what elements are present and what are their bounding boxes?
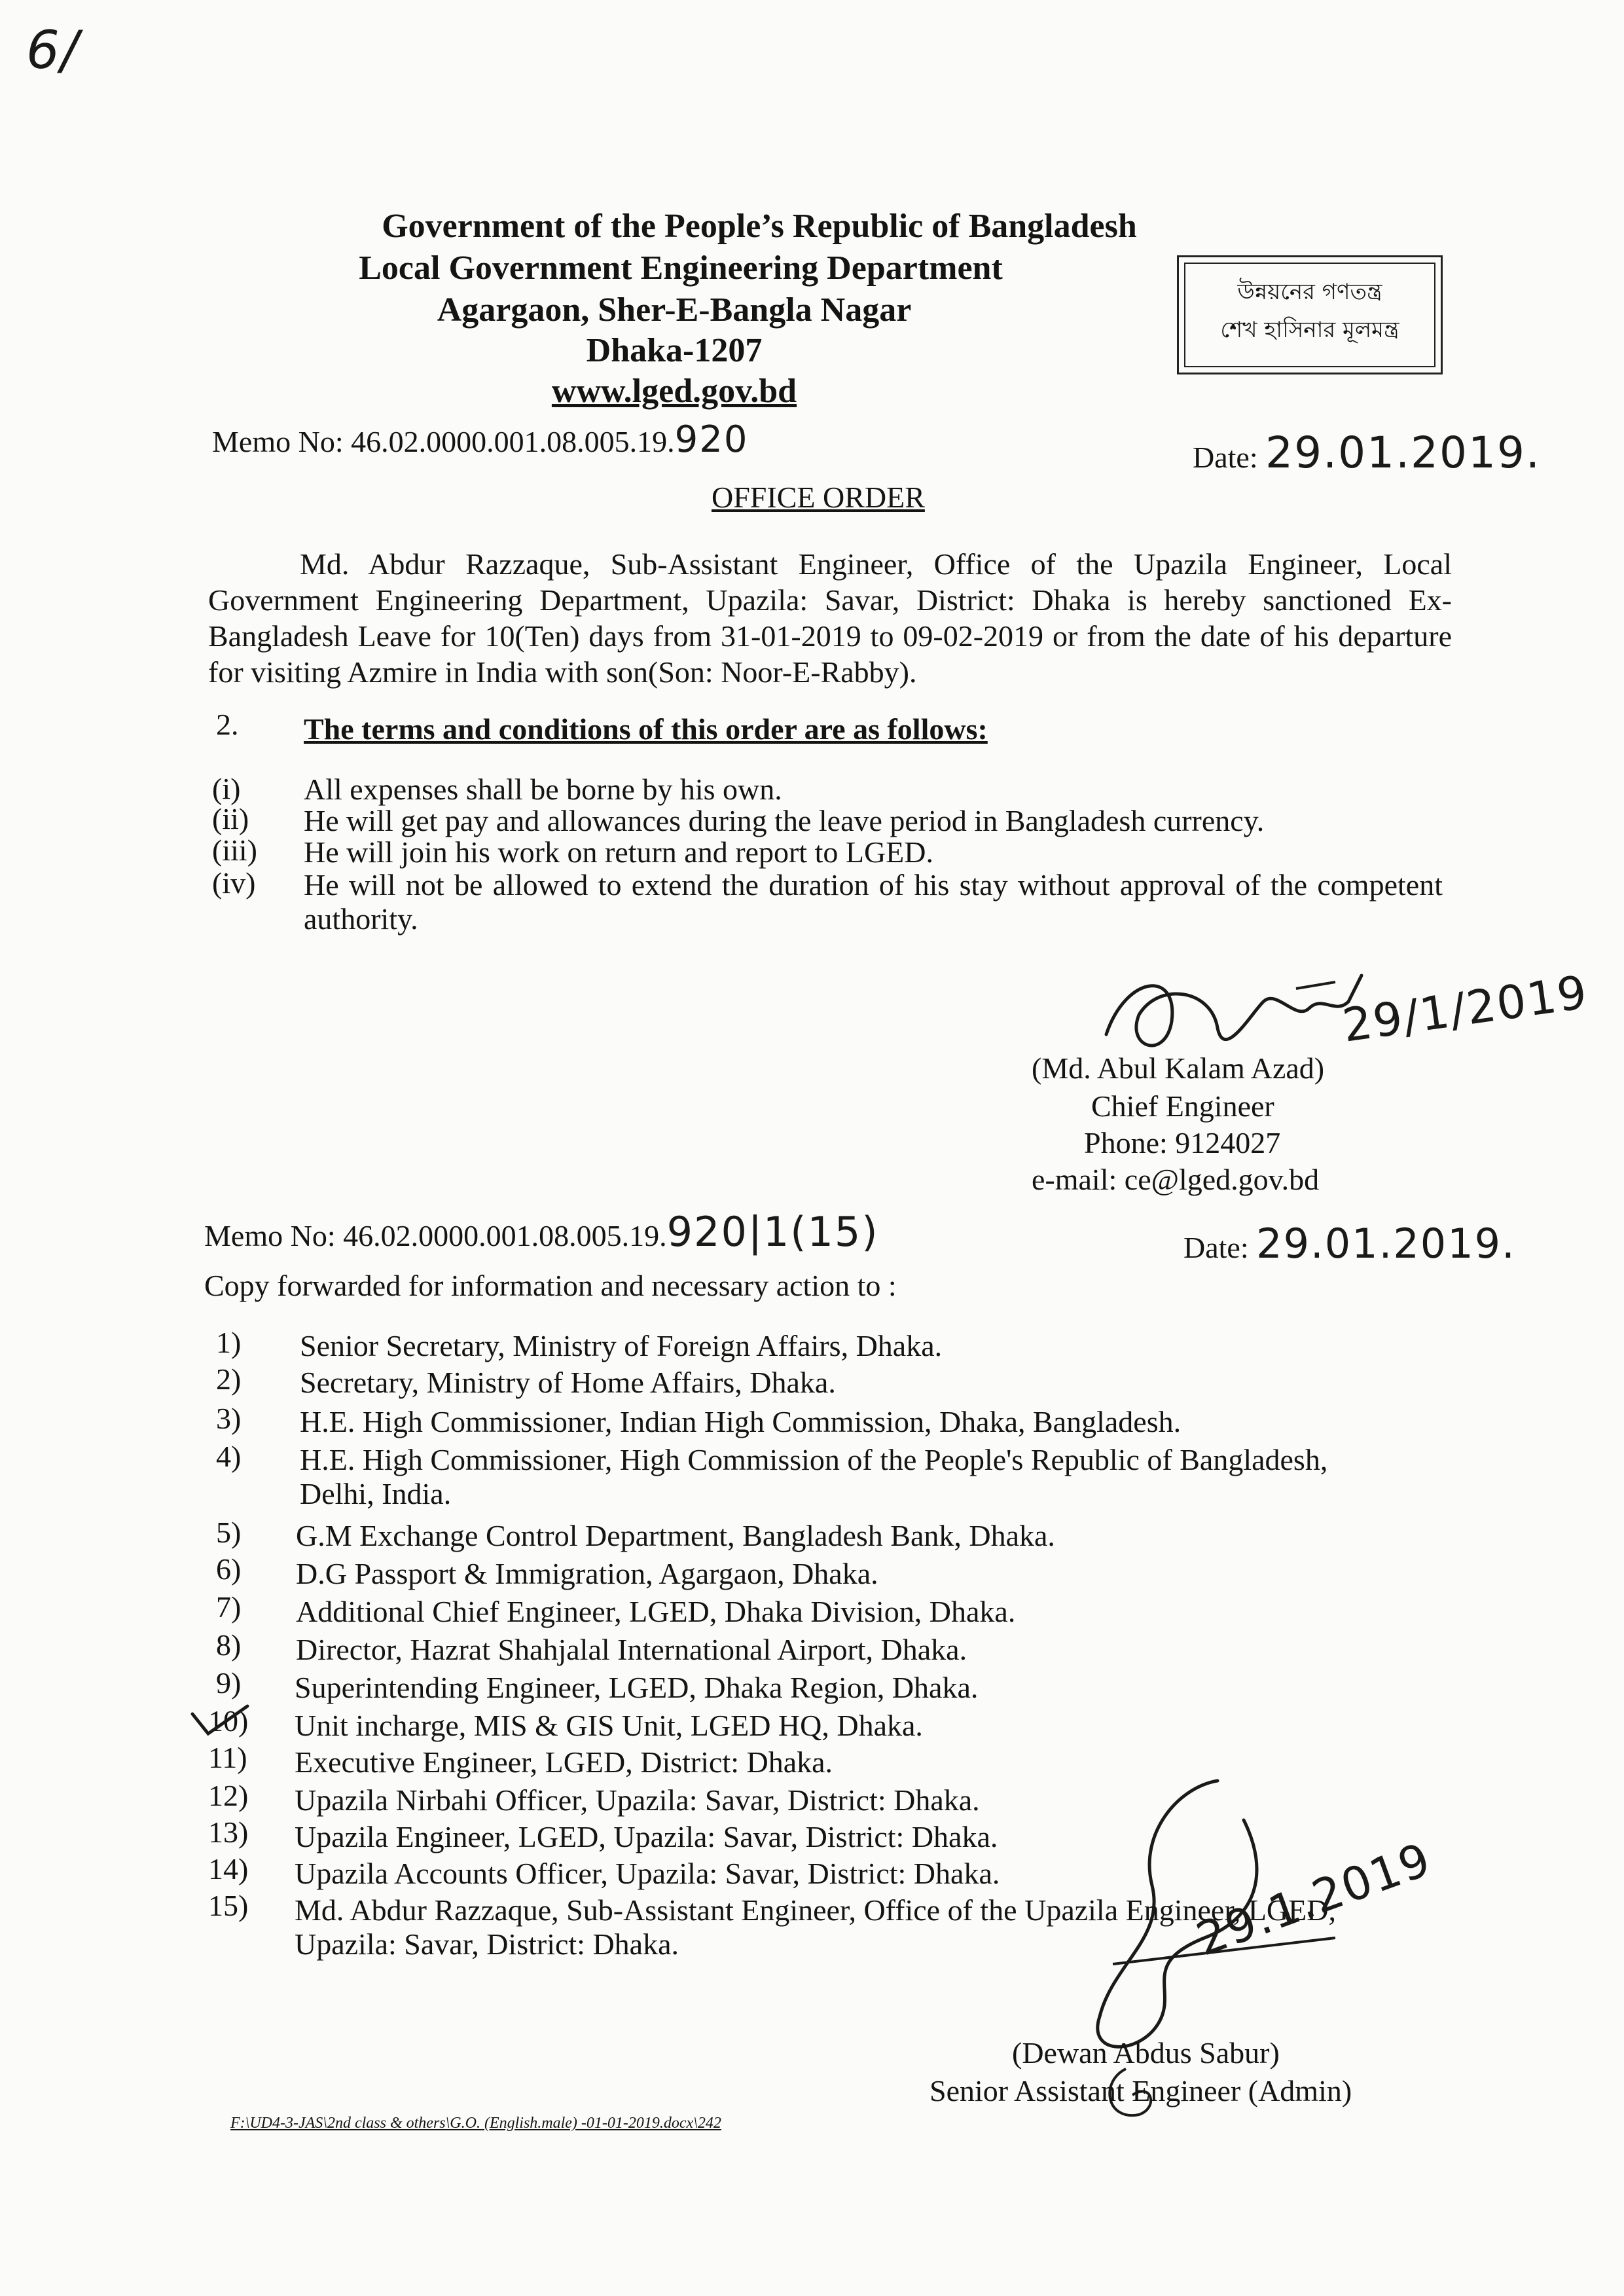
- recipient-text-line-2: Upazila: Savar, District: Dhaka.: [295, 1927, 679, 1961]
- slogan-line-2: শেখ হাসিনার মূলমন্ত্র: [1220, 317, 1399, 343]
- header-address: Agargaon, Sher-E-Bangla Nagar: [437, 291, 912, 329]
- recipient-number: 6): [216, 1552, 242, 1586]
- recipient-number: 4): [216, 1440, 242, 1473]
- term-text: He will not be allowed to extend the duration of his stay without approval of the competent authority.: [304, 868, 1443, 936]
- recipient-number: 3): [216, 1402, 242, 1435]
- signatory-1-designation: Chief Engineer: [1091, 1089, 1274, 1123]
- section-number: 2.: [216, 708, 239, 741]
- copy-memo-handwritten: 920|1(15): [666, 1208, 879, 1256]
- recipient-text: G.M Exchange Control Department, Bangladesh Bank, Dhaka.: [296, 1519, 1055, 1552]
- corner-mark: 6/: [26, 20, 80, 81]
- recipient-number: 11): [208, 1741, 247, 1774]
- recipient-number: 2): [216, 1362, 242, 1396]
- recipient-number: 1): [216, 1326, 242, 1359]
- recipient-number: 8): [216, 1628, 242, 1662]
- recipient-text-line-2: Delhi, India.: [300, 1477, 452, 1510]
- slogan-line-1: উন্নয়নের গণতন্ত্র: [1237, 279, 1382, 305]
- recipient-text: H.E. High Commissioner, Indian High Commission, Dhaka, Bangladesh.: [300, 1405, 1182, 1438]
- copy-date-label: Date:: [1183, 1231, 1249, 1264]
- recipient-text: Director, Hazrat Shahjalal International Airport, Dhaka.: [296, 1633, 967, 1666]
- signature-2-date: 29.1.2019: [1189, 1832, 1439, 1967]
- recipient-number: 5): [216, 1516, 242, 1549]
- memo-number: [212, 418, 749, 461]
- recipient-number: 12): [208, 1779, 249, 1812]
- term-text: He will join his work on return and report to LGED.: [304, 835, 933, 869]
- recipient-number: 10): [208, 1704, 249, 1738]
- recipient-number: 9): [216, 1666, 242, 1700]
- copy-memo-number: [204, 1208, 879, 1256]
- recipient-number: 14): [208, 1852, 249, 1886]
- signatory-1-phone: Phone: 9124027: [1084, 1126, 1281, 1159]
- header-department: Local Government Engineering Department: [359, 249, 1003, 287]
- recipient-number: 13): [208, 1815, 249, 1849]
- header-website: www.lged.gov.bd: [551, 373, 797, 410]
- recipient-text: Upazila Engineer, LGED, Upazila: Savar, District: Dhaka.: [295, 1820, 998, 1853]
- signatory-2-designation: Senior Assistant Engineer (Admin): [929, 2074, 1352, 2107]
- checkmark-icon: [189, 1702, 254, 1745]
- date-handwritten: 29.01.2019.: [1265, 428, 1541, 478]
- recipient-text: Superintending Engineer, LGED, Dhaka Region, Dhaka.: [295, 1671, 979, 1704]
- slogan-box: [1177, 255, 1443, 374]
- recipient-text: Upazila Nirbahi Officer, Upazila: Savar, District: Dhaka.: [295, 1783, 980, 1817]
- office-order-title: OFFICE ORDER: [712, 481, 925, 514]
- header-city: Dhaka-1207: [586, 332, 763, 369]
- footer-file-path: F:\UD4-3-JAS\2nd class & others\G.O. (English.male) -01-01-2019.docx\242: [230, 2115, 721, 2132]
- recipient-text: Additional Chief Engineer, LGED, Dhaka Division, Dhaka.: [296, 1595, 1016, 1628]
- signature-1-date: 29/1/2019: [1339, 965, 1591, 1053]
- recipient-text: Unit incharge, MIS & GIS Unit, LGED HQ, Dhaka.: [295, 1709, 923, 1742]
- term-number: (iii): [212, 833, 257, 867]
- recipient-text: Secretary, Ministry of Home Affairs, Dhaka.: [300, 1366, 836, 1399]
- header-government: Government of the People’s Republic of Bangladesh: [382, 208, 1137, 245]
- copy-memo-label: Memo No: 46.02.0000.001.08.005.19.: [204, 1219, 667, 1252]
- recipient-text: Executive Engineer, LGED, District: Dhaka.: [295, 1745, 833, 1779]
- terms-heading: The terms and conditions of this order are as follows:: [304, 712, 988, 746]
- copy-date-handwritten: 29.01.2019.: [1256, 1220, 1516, 1267]
- recipient-text: D.G Passport & Immigration, Agargaon, Dhaka.: [296, 1557, 878, 1590]
- order-date: [1193, 428, 1541, 478]
- signatory-1-name: (Md. Abul Kalam Azad): [1032, 1051, 1325, 1085]
- term-text: All expenses shall be borne by his own.: [304, 773, 782, 806]
- memo-label: Memo No: 46.02.0000.001.08.005.19.: [212, 425, 675, 458]
- term-text: He will get pay and allowances during the leave period in Bangladesh currency.: [304, 804, 1265, 837]
- copy-intro: Copy forwarded for information and necessary action to :: [204, 1269, 897, 1302]
- copy-date: [1183, 1220, 1516, 1267]
- date-label: Date:: [1193, 441, 1258, 474]
- term-number: (ii): [212, 802, 249, 835]
- recipient-text: Md. Abdur Razzaque, Sub-Assistant Engineer, Office of the Upazila Engineer, LGED,: [295, 1893, 1336, 1927]
- signatory-2-name: (Dewan Abdus Sabur): [1012, 2036, 1280, 2069]
- recipient-number: 7): [216, 1590, 242, 1624]
- term-number: (iv): [212, 866, 256, 900]
- recipient-text: Senior Secretary, Ministry of Foreign Affairs, Dhaka.: [300, 1329, 943, 1362]
- signatory-1-email: e-mail: ce@lged.gov.bd: [1032, 1163, 1320, 1196]
- memo-handwritten: 920: [674, 418, 749, 461]
- term-number: (i): [212, 772, 241, 805]
- recipient-number: 15): [208, 1889, 249, 1922]
- recipient-text: Upazila Accounts Officer, Upazila: Savar, District: Dhaka.: [295, 1857, 1000, 1890]
- order-paragraph: [208, 546, 1452, 690]
- order-paragraph-text: Md. Abdur Razzaque, Sub-Assistant Engineer, Office of the Upazila Engineer, Local Government Engineering Department, Upazila: Savar, District: Dhaka is hereby sanctioned Ex-Bangladesh Leave for 10(Ten) days from 31-01-2019 to 09-02-2019 or from the date of his departure for visiting Azmire in India with son(Son: Noor-E-Rabby).: [208, 547, 1452, 689]
- recipient-text: H.E. High Commissioner, High Commission of the People's Republic of Bangladesh,: [300, 1443, 1328, 1476]
